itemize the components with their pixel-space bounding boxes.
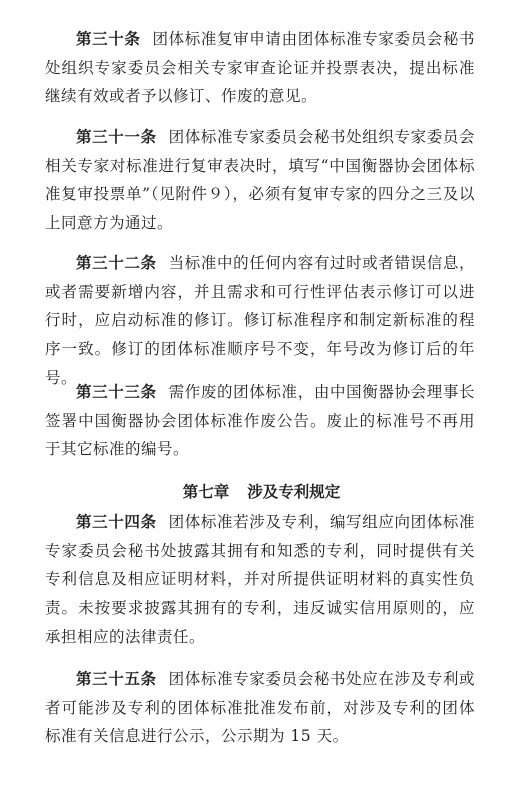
chapter-heading: [0, 478, 523, 506]
article-30-paragraph: [45, 25, 475, 111]
article-34-text: 团体标准若涉及专利，编写组应向团体标准专家委员会秘书处披露其拥有和知悉的专利，同时提供有关专利信息及相应证明材料，并对所提供证明材料的真实性负责。未按要求披露其拥有的专利，违反诚实信用原则的，应承担相应的法律责任。: [45, 513, 475, 646]
article-35-number: 第三十五条: [76, 669, 157, 688]
article-32-paragraph: [45, 249, 475, 393]
article-31-text: 团体标准专家委员会秘书处组织专家委员会相关专家对标准进行复审表决时，填写“中国衡器协会团体标准复审投票单”（见附件９），必须有复审专家的四分之三及以上同意方为通过。: [45, 128, 475, 233]
article-31-paragraph: [45, 123, 475, 238]
article-30-text: 团体标准复审申请由团体标准专家委员会秘书处组织专家委员会相关专家审查论证并投票表决，提出标准继续有效或者予以修订、作废的意见。: [45, 30, 475, 106]
article-33-text: 需作废的团体标准，由中国衡器协会理事长签署中国衡器协会团体标准作废公告。废止的标准号不再用于其它标准的编号。: [45, 383, 475, 459]
article-30-number: 第三十条: [76, 29, 141, 48]
article-35-text: 团体标准专家委员会秘书处应在涉及专利或者可能涉及专利的团体标准批准发布前，对涉及专利的团体标准有关信息进行公示，公示期为 15 天。: [45, 670, 475, 746]
article-32-number: 第三十二条: [76, 253, 157, 272]
article-33-paragraph: [45, 378, 475, 464]
article-34-number: 第三十四条: [76, 512, 157, 531]
chapter-title: 涉及专利规定: [247, 482, 341, 501]
article-33-number: 第三十三条: [76, 382, 157, 401]
article-35-paragraph: [45, 665, 475, 751]
article-32-text: 当标准中的任何内容有过时或者错误信息，或者需要新增内容，并且需求和可行性评估表示修订可以进行时，应启动标准的修订。修订标准程序和制定新标准的程序一致。修订的团体标准顺序号不变，年号改为修订后的年号。: [45, 254, 475, 387]
chapter-number: 第七章: [182, 482, 230, 501]
article-34-paragraph: [45, 508, 475, 652]
article-31-number: 第三十一条: [76, 127, 157, 146]
